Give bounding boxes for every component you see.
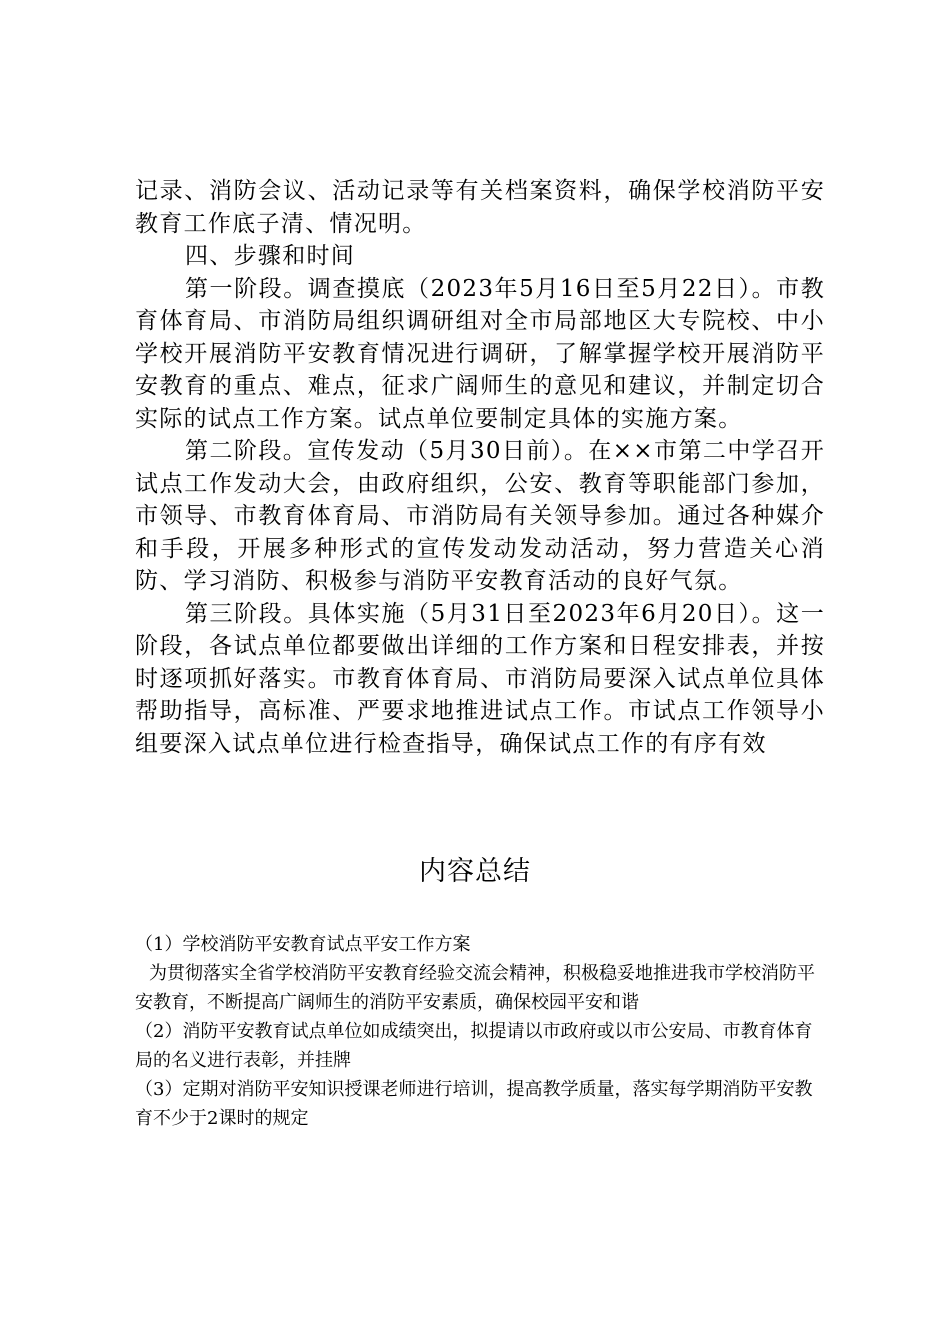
summary-item-1-body: 为贯彻落实全省学校消防平安教育经验交流会精神，积极稳妥地推进我市学校消防平安教育，不断提高广阔师生的消防平安素质，确保校园平安和谐 — [135, 963, 815, 1013]
paragraph-stage-3: 第三阶段。具体实施（5月31日至2023年6月20日）。这一阶段，各试点单位都要做出详细的工作方案和日程安排表，并按时逐项抓好落实。市教育体育局、市消防局要深入试点单位具体帮助指导，高标准、严要求地推进试点工作。市试点工作领导小组要深入试点单位进行检查指导，确保试点工作的有序有效 — [135, 600, 825, 757]
summary-item-1-heading: （1）学校消防平安教育试点平安工作方案 — [135, 934, 471, 955]
summary-title: 内容总结 — [419, 856, 531, 887]
summary-section — [135, 930, 828, 1133]
summary-item-3: （3）定期对消防平安知识授课老师进行培训，提高教学质量，落实每学期消防平安教育不少于2课时的规定 — [135, 1079, 813, 1129]
paragraph-stage-2: 第二阶段。宣传发动（5月30日前）。在××市第二中学召开试点工作发动大会，由政府组织，公安、教育等职能部门参加，市领导、市教育体育局、市消防局有关领导参加。通过各种媒介和手段，开展多种形式的宣传发动发动活动，努力营造关心消防、学习消防、积极参与消防平安教育活动的良好气氛。 — [135, 438, 825, 594]
body-text — [135, 175, 825, 760]
paragraph-continuation: 记录、消防会议、活动记录等有关档案资料，确保学校消防平安教育工作底子清、情况明。 — [135, 178, 825, 237]
section-heading: 四、步骤和时间 — [185, 243, 356, 269]
summary-item-2: （2）消防平安教育试点单位如成绩突出，拟提请以市政府或以市公安局、市教育体育局的名义进行表彰，并挂牌 — [135, 1021, 813, 1071]
paragraph-stage-1: 第一阶段。调查摸底（2023年5月16日至5月22日）。市教育体育局、市消防局组织调研组对全市局部地区大专院校、中小学校开展消防平安教育情况进行调研，了解掌握学校开展消防平安教育的重点、难点，征求广阔师生的意见和建议，并制定切合实际的试点工作方案。试点单位要制定具体的实施方案。 — [135, 275, 825, 432]
